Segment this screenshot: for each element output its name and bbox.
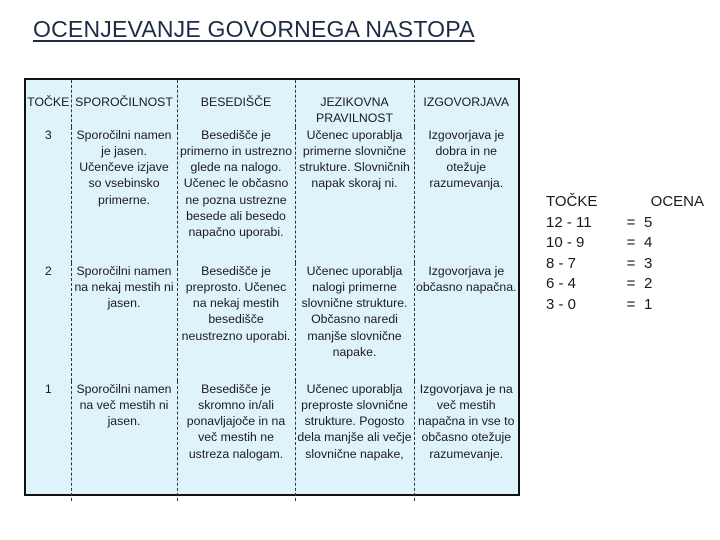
page-title: OCENJEVANJE GOVORNEGA NASTOPA	[33, 16, 475, 42]
rubric-table	[24, 78, 520, 496]
header-jezikovna-pravilnost: JEZIKOVNA PRAVILNOST	[295, 80, 414, 127]
cell-sporocilnost: Sporočilni namen na nekaj mestih ni jasen.	[71, 263, 177, 381]
cell-izgovorjava: Izgovorjava je občasno napačna.	[414, 263, 518, 381]
grading-points: 12 - 11	[546, 213, 592, 231]
cell-sporocilnost: Sporočilni namen je jasen. Učenčeve izjave so vsebinsko primerne.	[71, 127, 177, 263]
rubric-header-row	[26, 80, 518, 127]
rubric-row-2-points	[26, 263, 518, 381]
cell-points: 3	[44, 127, 52, 142]
grading-equals: =	[626, 295, 636, 313]
cell-points: 2	[44, 263, 52, 278]
grading-grade: 1	[644, 295, 653, 313]
grading-grade: 3	[644, 254, 653, 272]
rubric-row-3-points	[26, 127, 518, 263]
header-sporocilnost: SPOROČILNOST	[71, 80, 177, 127]
rubric-row-1-point	[26, 381, 518, 501]
grading-row	[546, 213, 704, 234]
grading-row	[546, 295, 704, 316]
header-besedisce: BESEDIŠČE	[177, 80, 295, 127]
cell-izgovorjava: Izgovorjava je na več mestih napačna in vse to občasno otežuje razumevanje.	[414, 381, 518, 501]
grading-row	[546, 254, 704, 275]
grading-scale	[546, 192, 704, 315]
grading-points: 3 - 0	[546, 295, 577, 313]
cell-izgovorjava: Izgovorjava je dobra in ne otežuje razumevanja.	[414, 127, 518, 263]
grading-equals: =	[626, 254, 636, 272]
grading-row	[546, 274, 704, 295]
grading-points: 10 - 9	[546, 234, 585, 251]
cell-points: 1	[44, 381, 52, 396]
header-izgovorjava: IZGOVORJAVA	[414, 80, 518, 127]
grading-equals: =	[626, 275, 636, 292]
cell-besedisce: Besedišče je skromno in/ali ponavljajoče in na več mestih ne ustreza nalogam.	[177, 381, 295, 501]
grading-row	[546, 233, 704, 254]
grading-points: 6 - 4	[546, 275, 577, 292]
cell-jezikovna-pravilnost: Učenec uporablja nalogi primerne slovnične strukture. Občasno naredi manjše slovnične napake.	[295, 263, 414, 381]
grading-header-points: TOČKE	[546, 193, 598, 210]
cell-besedisce: Besedišče je preprosto. Učenec na nekaj mestih besedišče neustrezno uporabi.	[177, 263, 295, 381]
cell-jezikovna-pravilnost: Učenec uporablja primerne slovnične strukture. Slovničnih napak skoraj ni.	[295, 127, 414, 263]
grading-scale-header	[546, 192, 704, 213]
grading-equals: =	[626, 234, 636, 251]
grading-equals: =	[626, 213, 636, 231]
cell-jezikovna-pravilnost: Učenec uporablja preproste slovnične strukture. Pogosto dela manjše ali večje slovnične napake,	[295, 381, 414, 501]
grading-header-grade: OCENA	[650, 193, 704, 210]
grading-grade: 4	[644, 234, 653, 251]
grading-grade: 5	[644, 213, 653, 231]
header-points: TOČKE	[27, 95, 70, 109]
cell-besedisce: Besedišče je primerno in ustrezno glede na nalogo. Učenec le občasno ne pozna ustrezne besede ali besedo napačno uporabi.	[177, 127, 295, 263]
grading-points: 8 - 7	[546, 254, 577, 272]
cell-sporocilnost: Sporočilni namen na več mestih ni jasen.	[71, 381, 177, 501]
grading-grade: 2	[644, 275, 653, 292]
